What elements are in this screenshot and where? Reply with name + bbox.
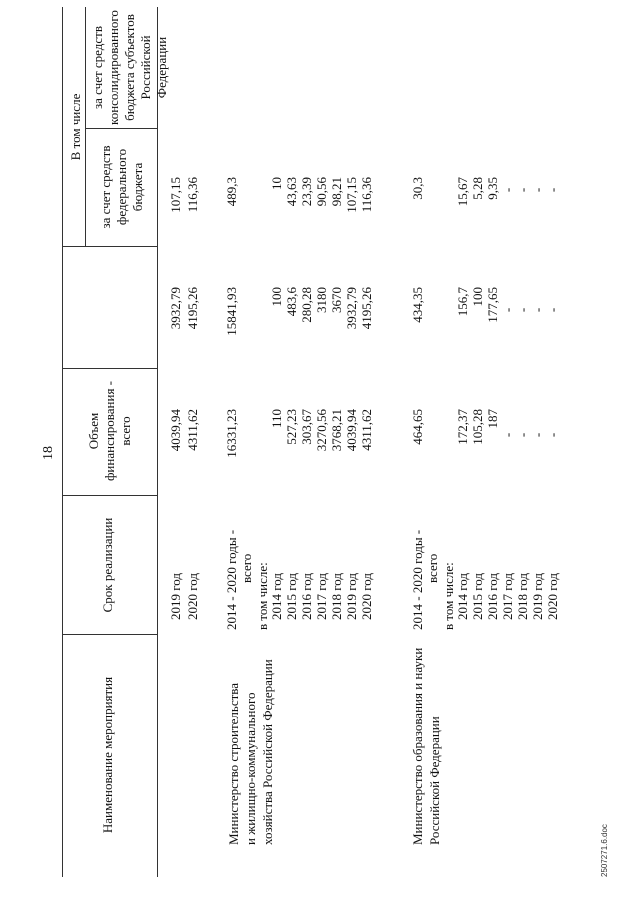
federal-cell: 3180 [314, 287, 329, 313]
regional-cell: 107,15 [168, 177, 183, 213]
regional-cell: 489,3 [224, 177, 239, 207]
total-cell: 4311,62 [359, 409, 374, 451]
header-federal: за счет средств федерального бюджета [98, 145, 145, 229]
total-cell: 110 [269, 409, 284, 429]
total-cell: 4039,94 [344, 409, 359, 452]
federal-cell: 483,6 [284, 287, 299, 317]
regional-cell: - [515, 187, 530, 193]
period-cell: 2020 год [359, 573, 374, 620]
federal-cell: 4195,26 [185, 287, 200, 330]
federal-cell: 100 [470, 287, 485, 307]
federal-cell: 3932,79 [168, 287, 183, 330]
footer-filename: 2507271.6.doc [600, 824, 609, 877]
ministry-name-line: Российской Федерации [427, 716, 442, 845]
period-cell: 2017 год [314, 573, 329, 620]
total-cell: - [545, 432, 560, 438]
ministry-name-line: Министерство образования и науки [410, 647, 425, 845]
total-cell: - [515, 432, 530, 438]
period-cell: 2020 год [545, 573, 560, 620]
total-cell: 16331,23 [224, 409, 239, 458]
federal-cell: - [530, 307, 545, 313]
period-cell: 2019 год [168, 573, 183, 620]
header-regional: за счет средств консолидированного бюджета субъектов Российской Федерации [90, 10, 169, 125]
total-cell: 172,37 [455, 409, 470, 445]
period-cell: 2014 год [269, 573, 284, 620]
total-cell: 464,65 [410, 409, 425, 445]
period-cell: 2020 год [185, 573, 200, 620]
regional-cell: 30,3 [410, 177, 425, 200]
regional-cell: 23,39 [299, 177, 314, 207]
header-name: Наименование мероприятия [100, 676, 115, 834]
total-cell: - [500, 432, 515, 438]
total-cell: 527,23 [284, 409, 299, 445]
ministry-name-line: и жилищно-коммунального [243, 692, 258, 845]
total-cell: 187 [485, 409, 500, 429]
regional-cell: 10 [269, 177, 284, 190]
column-divider-3 [62, 368, 158, 369]
period-cell: 2019 год [344, 573, 359, 620]
federal-cell: 15841,93 [224, 287, 239, 336]
total-cell: - [530, 432, 545, 438]
total-cell: 105,28 [470, 409, 485, 445]
group-header-border [85, 7, 86, 247]
column-divider-5 [85, 128, 158, 129]
total-cell: 4311,62 [185, 409, 200, 451]
federal-cell: 3670 [329, 287, 344, 313]
total-cell: 303,67 [299, 409, 314, 445]
regional-cell: 107,15 [344, 177, 359, 213]
ministry-name-line: Министерство строительства [226, 682, 241, 845]
total-cell: 3768,21 [329, 409, 344, 452]
header-bottom-border [157, 7, 158, 877]
regional-cell: 90,56 [314, 177, 329, 207]
federal-cell: 434,35 [410, 287, 425, 323]
federal-cell: 280,28 [299, 287, 314, 323]
federal-cell: - [515, 307, 530, 313]
period-cell: 2015 год [284, 573, 299, 620]
header-period: Срок реализации [100, 517, 115, 613]
federal-cell: 100 [269, 287, 284, 307]
regional-cell: 9,35 [485, 177, 500, 200]
regional-cell: 116,36 [359, 177, 374, 213]
period-total-line: 2014 - 2020 годы - [410, 529, 425, 630]
federal-cell: 3932,79 [344, 287, 359, 330]
period-total-line: всего [239, 553, 254, 583]
period-cell: 2017 год [500, 573, 515, 620]
period-total-line: всего [425, 553, 440, 583]
regional-cell: - [545, 187, 560, 193]
regional-cell: 43,63 [284, 177, 299, 207]
page-number: 18 [41, 446, 56, 460]
regional-cell: 15,67 [455, 177, 470, 207]
period-cell: 2016 год [299, 573, 314, 620]
period-cell: 2019 год [530, 573, 545, 620]
period-cell: 2015 год [470, 573, 485, 620]
regional-cell: 98,21 [329, 177, 344, 207]
period-cell: 2016 год [485, 573, 500, 620]
including-label: в том числе: [255, 562, 270, 630]
regional-cell: 5,28 [470, 177, 485, 200]
regional-cell: 116,36 [185, 177, 200, 213]
federal-cell: 156,7 [455, 287, 470, 317]
column-divider-2 [62, 495, 158, 496]
period-cell: 2018 год [329, 573, 344, 620]
column-divider-1 [62, 634, 158, 635]
ministry-name-line: хозяйства Российской Федерации [260, 659, 275, 845]
total-cell: 3270,56 [314, 409, 329, 452]
federal-cell: - [500, 307, 515, 313]
regional-cell: - [500, 187, 515, 193]
table-top-border [62, 7, 63, 877]
period-cell: 2018 год [515, 573, 530, 620]
total-cell: 4039,94 [168, 409, 183, 452]
including-label: в том числе: [441, 562, 456, 630]
column-divider-4 [62, 246, 158, 247]
header-group: В том числе [68, 93, 83, 161]
regional-cell: - [530, 187, 545, 193]
federal-cell: - [545, 307, 560, 313]
federal-cell: 4195,26 [359, 287, 374, 330]
federal-cell: 177,65 [485, 287, 500, 323]
period-cell: 2014 год [455, 573, 470, 620]
period-total-line: 2014 - 2020 годы - [224, 529, 239, 630]
header-total: Объем финансирования - всего [86, 380, 133, 481]
